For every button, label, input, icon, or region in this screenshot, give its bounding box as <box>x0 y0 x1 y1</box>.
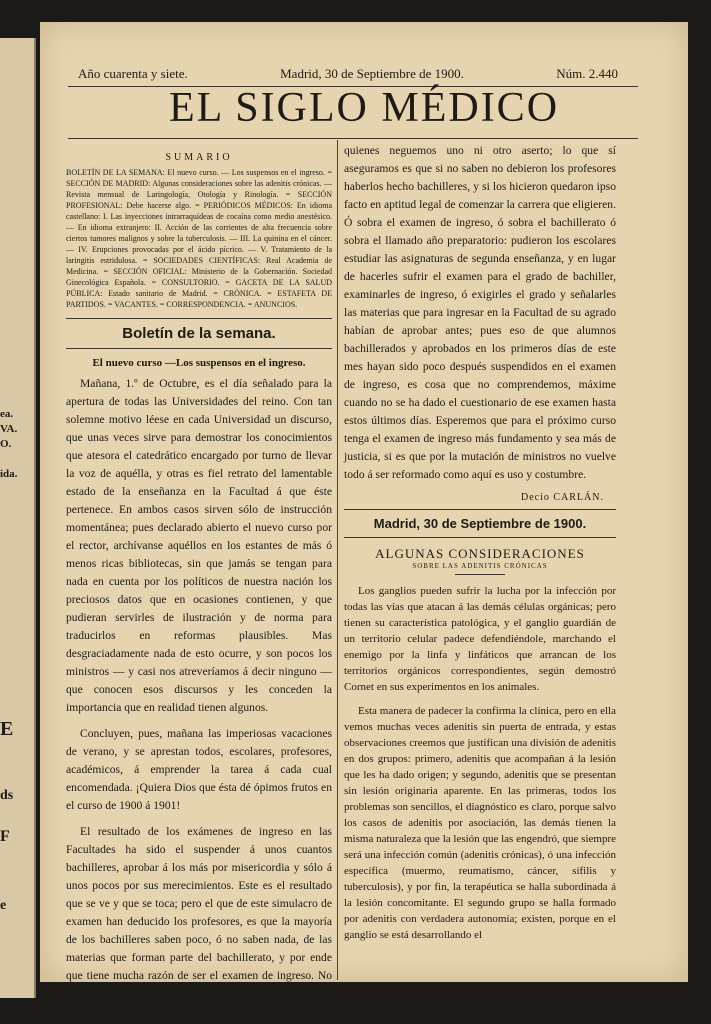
right-column <box>344 142 616 951</box>
signature: Decio CARLÁN. <box>521 492 604 503</box>
masthead-title: EL SIGLO MÉDICO <box>168 85 560 131</box>
boletin-subheading: El nuevo curso —Los suspensos en el ingreso. <box>92 357 306 369</box>
left-column <box>66 142 332 1011</box>
edge-fragment: F <box>0 828 10 845</box>
edge-fragment: ds <box>0 788 14 803</box>
paragraph: El resultado de los exámenes de ingreso en las Facultades ha sido el suspender á unos cuantos bachilleres, aprobar á los más por misericordia y sólo á unos pocos por sus merecimientos. Este es el resultado que se ve y que se toca; pero el que de este simulacro de examen han deducido los profesores, es que la mayoría de los bachilleres saben poco, ó no saben nada, de las materias que forman parte del bachillerato, y por ende que tiene mucha razón de ser el examen de ingreso. No seremos nosotros <box>66 825 332 1000</box>
edge-fragment: VA. <box>0 423 18 435</box>
issue-number: Núm. 2.440 <box>556 66 618 81</box>
sumario-text: BOLETÍN DE LA SEMANA: El nuevo curso. — Los suspensos en el ingreso. = SECCIÓN DE MADRID: Algunas consideraciones sobre las adenitis crónicas. — Revista mensual de Laringología, Otología y Rinología. = SECCIÓN PROFESIONAL: Debe hacerse algo. = PERIÓDICOS MÉDICOS: En idioma castellano: I. Las inyecciones intrarraquídeas de cocaína como medio anestésico. — En idioma extranjero: II. Acción de las corrientes de alta frecuencia sobre ciertos tumores malignos y sobre la tuberculosis. — III. La quinina en el cáncer. — IV. Erupciones provocadas por el ácido pícrico. — V. Tratamiento de la laringitis estridulosa. = SOCIEDADES CIENTÍFICAS: Real Academia de Medicina. = SECCIÓN OFICIAL: Ministerio de la Gobernación. Sociedad Ginecológica Española. = CONSULTORIO. = GACETA DE LA SALUD PÚBLICA: Estado sanitario de Madrid. = CRÓNICA. = ESTAFETA DE PARTIDOS. = VACANTES. = CORRESPONDENCIA. = ANUNCIOS. <box>66 168 332 309</box>
edge-fragment: ea. <box>0 408 14 420</box>
article-subtitle: SOBRE LAS ADENITIS CRÓNICAS <box>412 562 548 570</box>
edge-fragment: ida. <box>0 468 18 480</box>
paragraph: Esta manera de padecer la confirma la clínica, pero en ella vemos muchas veces adenitis sin puerta de entrada, y estas observaciones creemos que justifican una división de adenitis en dos grupos: primero, adenitis que acompañan á la lesión que les ha dado origen; y segundo, adenitis que se presentan sin lesión originaria aparente. En las primeras, todos los problemas son sencillos, el diagnóstico es claro, porque salvo los casos de adenitis por asociación, las demás tienen la misma naturaleza que la lesión que las engendró, que siempre será una infección común (adenitis crónicas), ó una infección específica (muermo, reumatismo, cáncer, sífilis y tuberculosis), y por fin, la terapéutica se halla subordinada á la lesión concomitante. El segundo grupo se halla formado por adenitis con verdadera autonomía; existen, porque en el ganglio se está desarrollando el <box>344 705 616 941</box>
column-separator <box>337 140 338 980</box>
paragraph: Los ganglios pueden sufrir la lucha por la infección por todas las vías que atacan á las demás células orgánicas; pero tienen su característica patológica, y el ganglio guardián de un territorio celular padece defendiéndole, marchando el enemigo por la linfa y linfáticos que arrancan de los territorios orgánicos correspondientes, según demostró Cornet en sus experimentos en los animales. <box>344 585 616 693</box>
edge-fragment: E <box>0 718 14 740</box>
madrid-section-heading: Madrid, 30 de Septiembre de 1900. <box>344 509 616 538</box>
edge-fragment: O. <box>0 438 12 450</box>
header-line <box>78 66 618 82</box>
sumario-heading: SUMARIO <box>165 152 233 163</box>
article-rule <box>455 574 505 575</box>
issue-date: Madrid, 30 de Septiembre de 1900. <box>280 66 464 81</box>
paragraph: Mañana, 1.º de Octubre, es el día señalado para la apertura de todas las Universidades del reino. Con tan solemne motivo léese en cada Universidad un discurso, que unas veces sirve para demostrar los conocimientos que atesora el catedrático encargado por turno de llevar la voz de aquélla, y otras es fiel retrato del lamentable estado de la enseñanza en la Facultad á que éste pertenece. En ambos casos sirven sólo de instrucción momentánea; pues declarado abierto el nuevo curso por el rector, archívanse aquéllos en los estantes de más ó menos ricas bibliotecas, sin que jamás se tengan para nada en cuenta por los políticos de nuestra nación los preciosos datos que en ocasiones contienen, y que pudieran servirles de ilustración y de norma para traducirlos en reformas plausibles. Mas desgraciadamente nada de esto ocurre, y son pocos los ministros — y casi nos atreveríamos á decir ninguno — que conocen esos discursos y les conceden la importancia que en realidad tienen algunos. <box>66 377 332 714</box>
article-title: ALGUNAS CONSIDERACIONES <box>375 546 585 561</box>
paragraph: quienes neguemos uno ni otro aserto; lo que sí aseguramos es que si no saben no debieron los profesores haberlos hecho bachilleres, y si los hicieron quedaron ipso facto en aptitud legal de comenzar la carrera que eligieren. Ó sobra el examen de ingreso, ó sobra el bachillerato ó sobra el llamado año preparatorio: pudieron los escolares estudiar las asignaturas de segunda enseñanza, y en lugar de hacerles sufrir el examen para el grado de bachiller, examinarles de ingreso, ó exigirles el grado y señalarles las materias que para ingresar en la Facultad de su agrado habían de aprobar antes; pues eso de que alumnos bachillerados y aprobados en los primeros días de este mes hayan sido poco después suspendidos en el examen de ingreso, es cosa que no comprendemos, máxime cuando no se ha dado el cuestionario de ese examen hasta estos últimos días. Esperemos que para el próximo curso tenga el examen de ingreso más fundamento y sea más de justicia, si es que por la mutación de ministros no vuelve todo á ser reformado como aquí es uso y costumbre. <box>344 144 616 481</box>
paragraph: Concluyen, pues, mañana las imperiosas vacaciones de verano, y se aprestan todos, escolares, profesores, académicos, á emprender la tarea á cada cual encomendada. ¡Quiera Dios que ésta dé ópimos frutos en el curso de 1900 á 1901! <box>66 727 332 812</box>
newspaper-page <box>40 22 688 1000</box>
edge-fragment: e <box>0 898 7 913</box>
masthead-rule <box>68 138 638 139</box>
boletin-heading: Boletín de la semana. <box>66 318 332 349</box>
adjacent-page-edge <box>0 38 36 998</box>
volume-year: Año cuarenta y siete. <box>78 66 188 81</box>
